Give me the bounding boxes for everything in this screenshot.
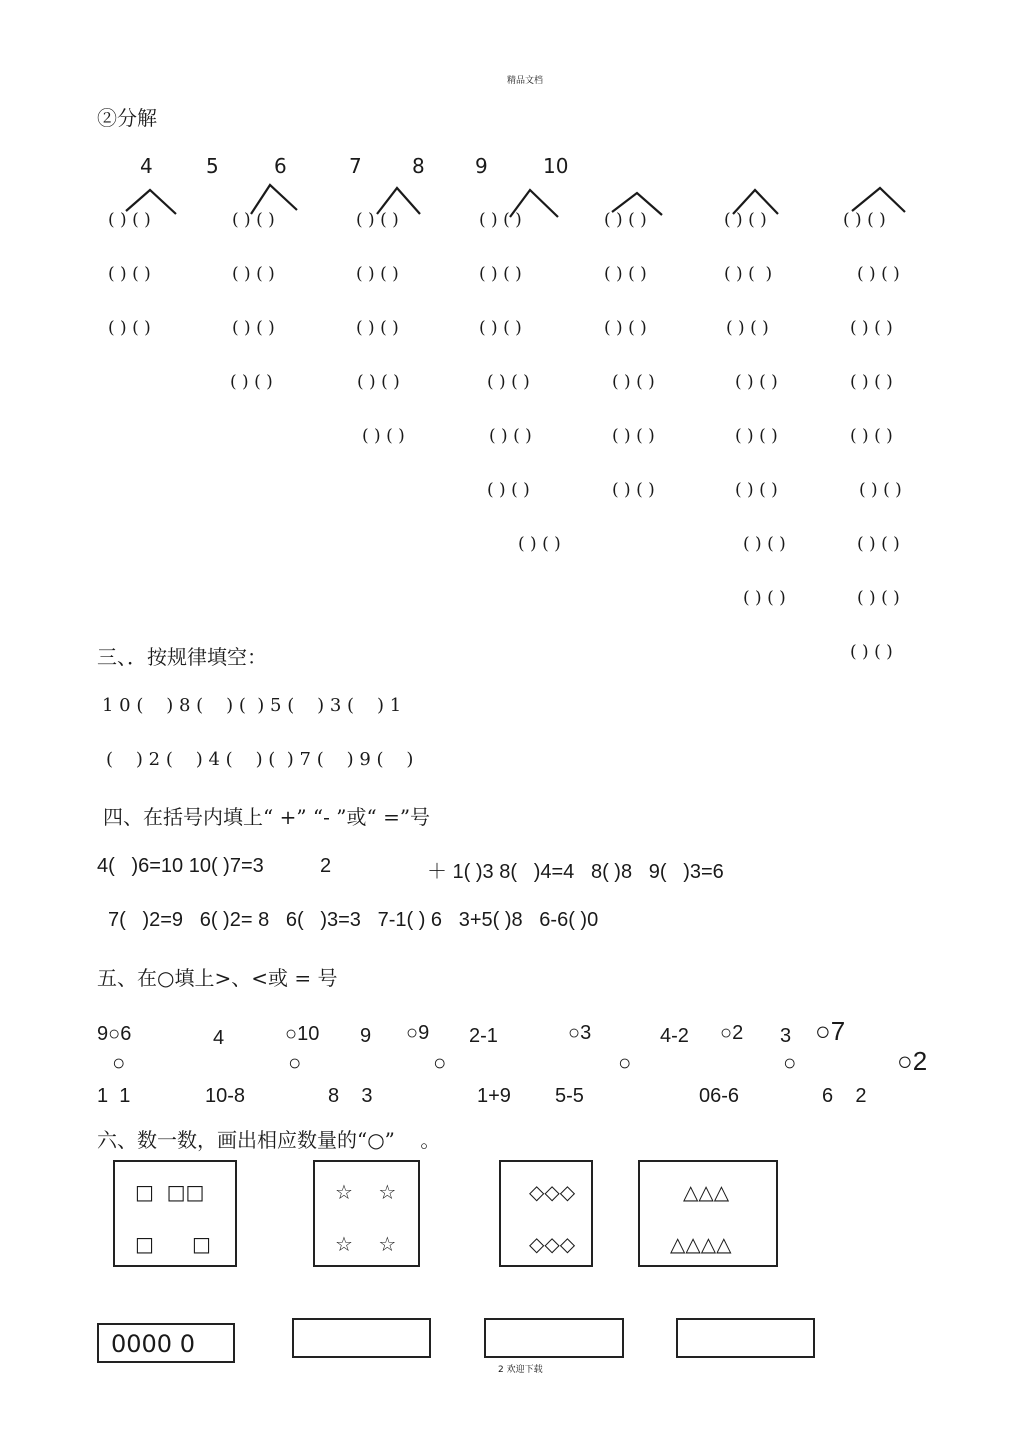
count-box-triangles (638, 1160, 778, 1267)
compare-item: ○2 (720, 1022, 744, 1044)
compare-item: 2-1 (469, 1025, 498, 1047)
compare-circle: ○ (618, 1050, 632, 1075)
compare-item: ○10 (285, 1023, 320, 1045)
decompose-number: 6 (274, 154, 287, 178)
decompose-row: ( ) ( ) (612, 372, 655, 392)
compare-item: 4 (213, 1027, 225, 1049)
diamond-icon: ◇◇◇ (529, 1232, 576, 1256)
decompose-row: ( ) ( ) (487, 480, 530, 500)
decompose-row: ( ) ( ) (857, 534, 900, 554)
decompose-row: ( ) ( ) (850, 318, 893, 338)
decompose-row: ( ) ( ) (726, 318, 769, 338)
pattern-line-1: 1 0 ( ) 8 ( ) ( ) 5 ( ) 3 ( ) 1 (102, 695, 402, 716)
answer-box-squares[interactable] (97, 1323, 235, 1363)
answer-circles: 0000 0 (111, 1330, 195, 1358)
footer-note: 2 欢迎下载 (498, 1365, 543, 1375)
decompose-row: ( ) ( ) (108, 318, 151, 338)
compare-item: 8 3 (328, 1085, 373, 1107)
decompose-row: ( ) ( ) (489, 426, 532, 446)
compare-item: 5-5 (555, 1085, 584, 1107)
decompose-number: 8 (412, 154, 425, 178)
decompose-number: 4 (140, 154, 153, 178)
section6-title: 六、数一数，画出相应数量的“○” 。 (97, 1128, 441, 1152)
decompose-number: 10 (543, 154, 569, 178)
decompose-row: ( ) ( ) (232, 318, 275, 338)
decompose-row: ( ) ( ) (356, 210, 399, 230)
compare-circle: ○ (288, 1050, 302, 1075)
decompose-row: ( ) ( ) (604, 318, 647, 338)
decompose-row: ( ) ( ) (857, 588, 900, 608)
star-icon: ☆ ☆ (335, 1180, 397, 1204)
section2-title: ②分解 (97, 106, 157, 130)
decompose-row: ( ) ( ) (518, 534, 561, 554)
operator-line-2: 7( )2=9 6( )2= 8 6( )3=3 7-1( ) 6 3+5( )8 6-6( )0 (108, 909, 599, 931)
decompose-row: ( ) ( ) (850, 642, 893, 662)
compare-circle: ○ (112, 1050, 126, 1075)
answer-box-triangles[interactable] (676, 1318, 815, 1358)
decompose-row: ( ) ( ) (859, 480, 902, 500)
decompose-row: ( ) ( ) (724, 210, 767, 230)
triangle-icon: △△△ (683, 1180, 730, 1204)
operator-line-1c: ＋ 1( )3 8( )4=4 8( )8 9( )3=6 (427, 861, 724, 883)
section4-title: 四、在括号内填上“ +” “- ”或“ =”号 (103, 805, 431, 829)
section5-title: 五、在○填上>、<或 = 号 (97, 966, 338, 990)
decompose-row: ( ) ( ) (850, 426, 893, 446)
compare-item: 6 2 (822, 1085, 867, 1107)
count-box-diamonds (499, 1160, 593, 1267)
decompose-row: ( ) ( ) (735, 372, 778, 392)
decompose-row: ( ) ( ) (232, 210, 275, 230)
compare-item: 9○6 (97, 1023, 132, 1045)
decompose-row: ( ) ( ) (487, 372, 530, 392)
pattern-line-2: ( ) 2 ( ) 4 ( ) ( ) 7 ( ) 9 ( ) (106, 749, 414, 770)
section3-title: 三、．按规律填空： (97, 645, 267, 669)
decompose-row: ( ) ( ) (612, 480, 655, 500)
compare-item: 10-8 (205, 1085, 246, 1107)
answer-box-diamonds[interactable] (484, 1318, 624, 1358)
count-box-squares (113, 1160, 237, 1267)
decompose-row: ( ) ( ) (604, 264, 647, 284)
decompose-row: ( ) ( ) (735, 480, 778, 500)
decompose-row: ( ) ( ) (230, 372, 273, 392)
compare-item: ○7 (815, 1016, 846, 1046)
compare-item: 1 1 (97, 1085, 131, 1107)
decompose-number: 9 (475, 154, 488, 178)
decompose-row: ( ) ( ) (735, 426, 778, 446)
decompose-row: ( ) ( ) (743, 588, 786, 608)
compare-circle: ○2 (897, 1046, 928, 1076)
square-icon: □ □□ (135, 1180, 205, 1204)
compare-circle: ○ (783, 1050, 797, 1075)
decompose-row: ( ) ( ) (356, 264, 399, 284)
decompose-row: ( ) ( ) (108, 210, 151, 230)
compare-item: ○9 (406, 1022, 430, 1044)
compare-item: 3 (780, 1025, 792, 1047)
branch-10b (852, 188, 905, 212)
square-icon: □ □ (135, 1232, 211, 1256)
header-note: 精品文档 (507, 76, 544, 86)
decompose-row: ( ) ( ) (479, 318, 522, 338)
decompose-row: ( ) ( ) (356, 318, 399, 338)
decompose-row: ( ) ( ) (108, 264, 151, 284)
operator-line-1a: 4( )6=10 10( )7=3 (97, 855, 264, 877)
star-icon: ☆ ☆ (335, 1232, 397, 1256)
decompose-row: ( ) ( ) (362, 426, 405, 446)
decompose-row: ( ) ( ) (479, 210, 522, 230)
answer-box-stars[interactable] (292, 1318, 431, 1358)
compare-circle: ○ (433, 1050, 447, 1075)
compare-item: 9 (360, 1025, 372, 1047)
compare-item: ○3 (568, 1022, 592, 1044)
decompose-row: ( ) ( ) (612, 426, 655, 446)
operator-line-1b: 2 (320, 855, 332, 877)
decompose-row: ( ) ( ) (604, 210, 647, 230)
decompose-row: ( ) ( ) (850, 372, 893, 392)
count-box-stars (313, 1160, 420, 1267)
triangle-icon: △△△△ (670, 1232, 732, 1256)
decompose-number: 5 (206, 154, 219, 178)
decompose-row: ( ) ( ) (843, 210, 886, 230)
decompose-row: ( ) ( ) (743, 534, 786, 554)
compare-item: 06-6 (699, 1085, 740, 1107)
diamond-icon: ◇◇◇ (529, 1180, 576, 1204)
decompose-row: ( ) ( ) (357, 372, 400, 392)
decompose-number: 7 (349, 154, 362, 178)
decompose-row: ( ) ( ) (232, 264, 275, 284)
decompose-row: ( ) ( ) (479, 264, 522, 284)
compare-item: 4-2 (660, 1025, 689, 1047)
decompose-row: ( ) ( ) (857, 264, 900, 284)
compare-item: 1+9 (477, 1085, 511, 1107)
decompose-row: ( ) ( ) (724, 264, 773, 284)
